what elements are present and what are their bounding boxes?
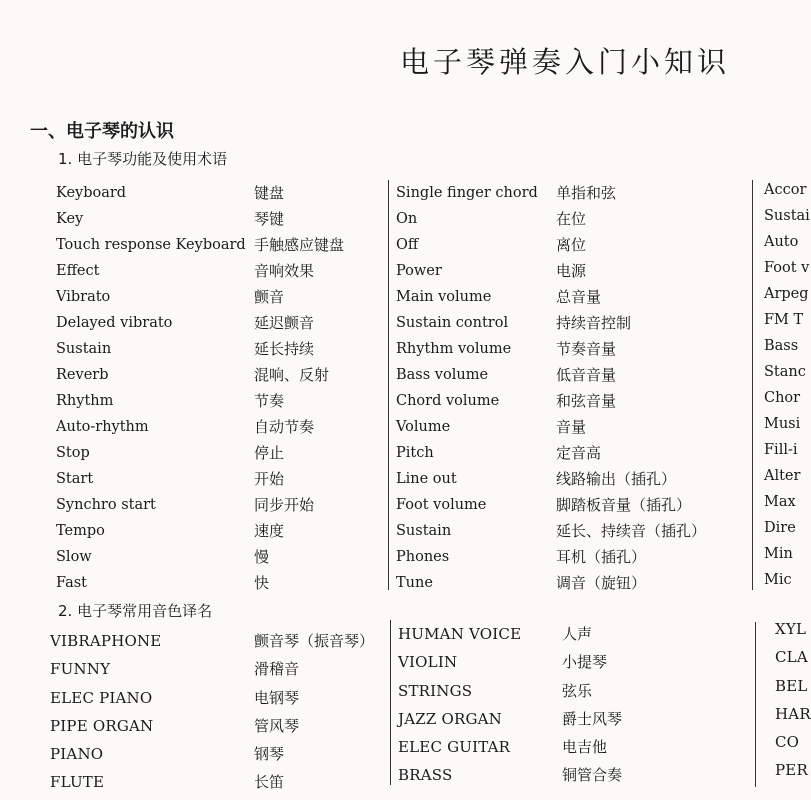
terms-col1-en bbox=[56, 180, 246, 596]
column-divider bbox=[752, 180, 753, 590]
term-english-cropped: Bass bbox=[764, 338, 799, 354]
term-chinese: 音量 bbox=[556, 418, 587, 436]
term-english-cropped: Min bbox=[764, 546, 793, 562]
term-english: Auto-rhythm bbox=[56, 419, 149, 435]
term-english: Fast bbox=[56, 575, 87, 591]
voice-english: HUMAN VOICE bbox=[398, 625, 522, 643]
term-chinese: 同步开始 bbox=[254, 496, 315, 514]
term-english: Effect bbox=[56, 263, 100, 279]
term-english-cropped: Alter bbox=[764, 468, 801, 484]
voices-col2-en bbox=[398, 620, 553, 790]
term-english-cropped: Mic bbox=[764, 572, 792, 588]
term-english: Stop bbox=[56, 445, 90, 461]
term-chinese: 总音量 bbox=[556, 288, 602, 306]
term-chinese: 脚踏板音量（插孔） bbox=[556, 496, 692, 514]
term-english-cropped: FM T bbox=[764, 312, 804, 328]
voice-english: FUNNY bbox=[50, 660, 111, 679]
terms-col2-en bbox=[396, 180, 551, 596]
term-chinese: 定音高 bbox=[556, 444, 602, 462]
voice-english: PIPE ORGAN bbox=[50, 716, 154, 735]
term-english: Single finger chord bbox=[396, 185, 538, 201]
voices-col1-en bbox=[50, 627, 250, 797]
term-english-cropped: Musi bbox=[764, 416, 801, 432]
term-english-cropped: Accor bbox=[764, 182, 807, 198]
term-chinese: 线路输出（插孔） bbox=[556, 470, 677, 488]
term-english: Rhythm volume bbox=[396, 341, 512, 357]
term-english-cropped: Foot v bbox=[764, 260, 810, 276]
term-english: Sustain bbox=[56, 341, 112, 357]
column-divider bbox=[755, 622, 756, 787]
terms-col1-cn bbox=[254, 180, 384, 596]
term-chinese: 手触感应键盘 bbox=[254, 236, 345, 254]
term-english: Reverb bbox=[56, 367, 109, 383]
terms-col2-cn bbox=[556, 180, 746, 596]
voice-english: ELEC GUITAR bbox=[398, 738, 511, 757]
term-english: Delayed vibrato bbox=[56, 315, 173, 331]
term-english: Tune bbox=[396, 575, 433, 591]
page-title: 电子琴弹奏入门小知识 bbox=[400, 45, 731, 79]
column-divider bbox=[390, 620, 391, 785]
term-english: On bbox=[396, 211, 418, 227]
term-chinese: 节奏音量 bbox=[556, 340, 617, 358]
term-chinese: 延迟颤音 bbox=[254, 314, 315, 332]
voice-english: PIANO bbox=[50, 745, 104, 764]
term-english: Touch response Keyboard bbox=[56, 237, 246, 253]
voice-english: FLUTE bbox=[50, 773, 105, 792]
voice-chinese: 电吉他 bbox=[562, 738, 608, 757]
term-english-cropped: Chor bbox=[764, 390, 801, 406]
term-english: Phones bbox=[396, 549, 450, 565]
term-english: Line out bbox=[396, 471, 457, 487]
voices-col3-en-cropped bbox=[775, 615, 811, 785]
term-english-cropped: Sustai bbox=[764, 208, 810, 224]
term-chinese: 调音（旋钮） bbox=[556, 574, 647, 592]
voice-chinese: 弦乐 bbox=[562, 681, 593, 700]
term-chinese: 低音音量 bbox=[556, 366, 617, 384]
term-chinese: 电源 bbox=[556, 262, 587, 280]
term-english: Key bbox=[56, 211, 84, 227]
term-english: Keyboard bbox=[56, 185, 127, 201]
term-english: Start bbox=[56, 471, 94, 487]
term-english: Tempo bbox=[56, 523, 105, 539]
term-chinese: 键盘 bbox=[254, 184, 285, 202]
term-english: Power bbox=[396, 263, 442, 279]
voice-chinese: 人声 bbox=[562, 625, 593, 643]
voices-col1-cn bbox=[254, 627, 389, 797]
voice-chinese: 小提琴 bbox=[562, 653, 608, 672]
term-english: Chord volume bbox=[396, 393, 500, 409]
voice-english: STRINGS bbox=[398, 681, 473, 700]
term-chinese: 快 bbox=[254, 574, 270, 592]
term-english-cropped: Dire bbox=[764, 520, 796, 536]
voice-chinese: 爵士风琴 bbox=[562, 709, 623, 728]
term-chinese: 延长持续 bbox=[254, 340, 315, 358]
term-english: Main volume bbox=[396, 289, 492, 305]
terms-col3-en-cropped bbox=[764, 177, 810, 593]
term-chinese: 速度 bbox=[254, 522, 285, 540]
term-english: Off bbox=[396, 237, 419, 253]
term-english-cropped: Arpeg bbox=[764, 286, 809, 302]
column-divider bbox=[388, 180, 389, 590]
term-english-cropped: Fill-i bbox=[764, 442, 798, 458]
voice-english-cropped: HAR bbox=[775, 704, 811, 723]
term-chinese: 自动节奏 bbox=[254, 418, 315, 436]
term-chinese: 琴键 bbox=[254, 210, 285, 228]
voice-chinese: 滑稽音 bbox=[254, 660, 300, 679]
voice-english: VIOLIN bbox=[398, 653, 458, 672]
term-chinese: 和弦音量 bbox=[556, 392, 617, 410]
voice-english-cropped: CLA bbox=[775, 648, 808, 667]
voice-chinese: 颤音琴（振音琴） bbox=[254, 632, 375, 650]
term-chinese: 慢 bbox=[254, 548, 270, 566]
voice-english-cropped: CO bbox=[775, 733, 800, 752]
term-chinese: 在位 bbox=[556, 210, 587, 228]
term-chinese: 混响、反射 bbox=[254, 366, 330, 384]
term-chinese: 延长、持续音（插孔） bbox=[556, 522, 707, 540]
voice-chinese: 管风琴 bbox=[254, 716, 300, 735]
voice-english: JAZZ ORGAN bbox=[398, 709, 502, 728]
term-chinese: 节奏 bbox=[254, 392, 285, 410]
term-english: Pitch bbox=[396, 445, 434, 461]
term-chinese: 颤音 bbox=[254, 288, 285, 306]
section-heading: 一、电子琴的认识 bbox=[30, 121, 174, 142]
term-chinese: 持续音控制 bbox=[556, 314, 632, 332]
subsection-heading-voices: 2. 电子琴常用音色译名 bbox=[58, 602, 213, 620]
term-chinese: 耳机（插孔） bbox=[556, 548, 647, 566]
term-chinese: 单指和弦 bbox=[556, 184, 617, 202]
voice-english-cropped: PER bbox=[775, 761, 808, 780]
term-english: Sustain control bbox=[396, 315, 509, 331]
term-english: Foot volume bbox=[396, 497, 487, 513]
term-english-cropped: Stanc bbox=[764, 364, 806, 380]
voice-english: VIBRAPHONE bbox=[50, 632, 162, 650]
term-chinese: 停止 bbox=[254, 444, 285, 462]
term-chinese: 音响效果 bbox=[254, 262, 315, 280]
term-english: Sustain bbox=[396, 523, 452, 539]
term-chinese: 开始 bbox=[254, 470, 285, 488]
term-english-cropped: Max bbox=[764, 494, 796, 510]
term-chinese: 离位 bbox=[556, 236, 587, 254]
term-english: Bass volume bbox=[396, 367, 489, 383]
voice-chinese: 钢琴 bbox=[254, 745, 285, 764]
voice-chinese: 长笛 bbox=[254, 773, 285, 792]
voice-chinese: 铜管合奏 bbox=[562, 766, 623, 785]
voices-col2-cn bbox=[562, 620, 742, 790]
subsection-heading-terms: 1. 电子琴功能及使用术语 bbox=[58, 150, 228, 168]
term-english: Vibrato bbox=[56, 289, 111, 305]
voice-chinese: 电钢琴 bbox=[254, 688, 300, 707]
voice-english-cropped: BEL bbox=[775, 676, 808, 695]
voice-english: ELEC PIANO bbox=[50, 688, 153, 707]
term-english: Synchro start bbox=[56, 497, 156, 513]
term-english: Volume bbox=[396, 419, 451, 435]
term-english: Slow bbox=[56, 549, 92, 565]
term-english-cropped: Auto bbox=[764, 234, 799, 250]
voice-english: BRASS bbox=[398, 766, 453, 785]
term-english: Rhythm bbox=[56, 393, 114, 409]
voice-english-cropped: XYL bbox=[775, 620, 807, 638]
